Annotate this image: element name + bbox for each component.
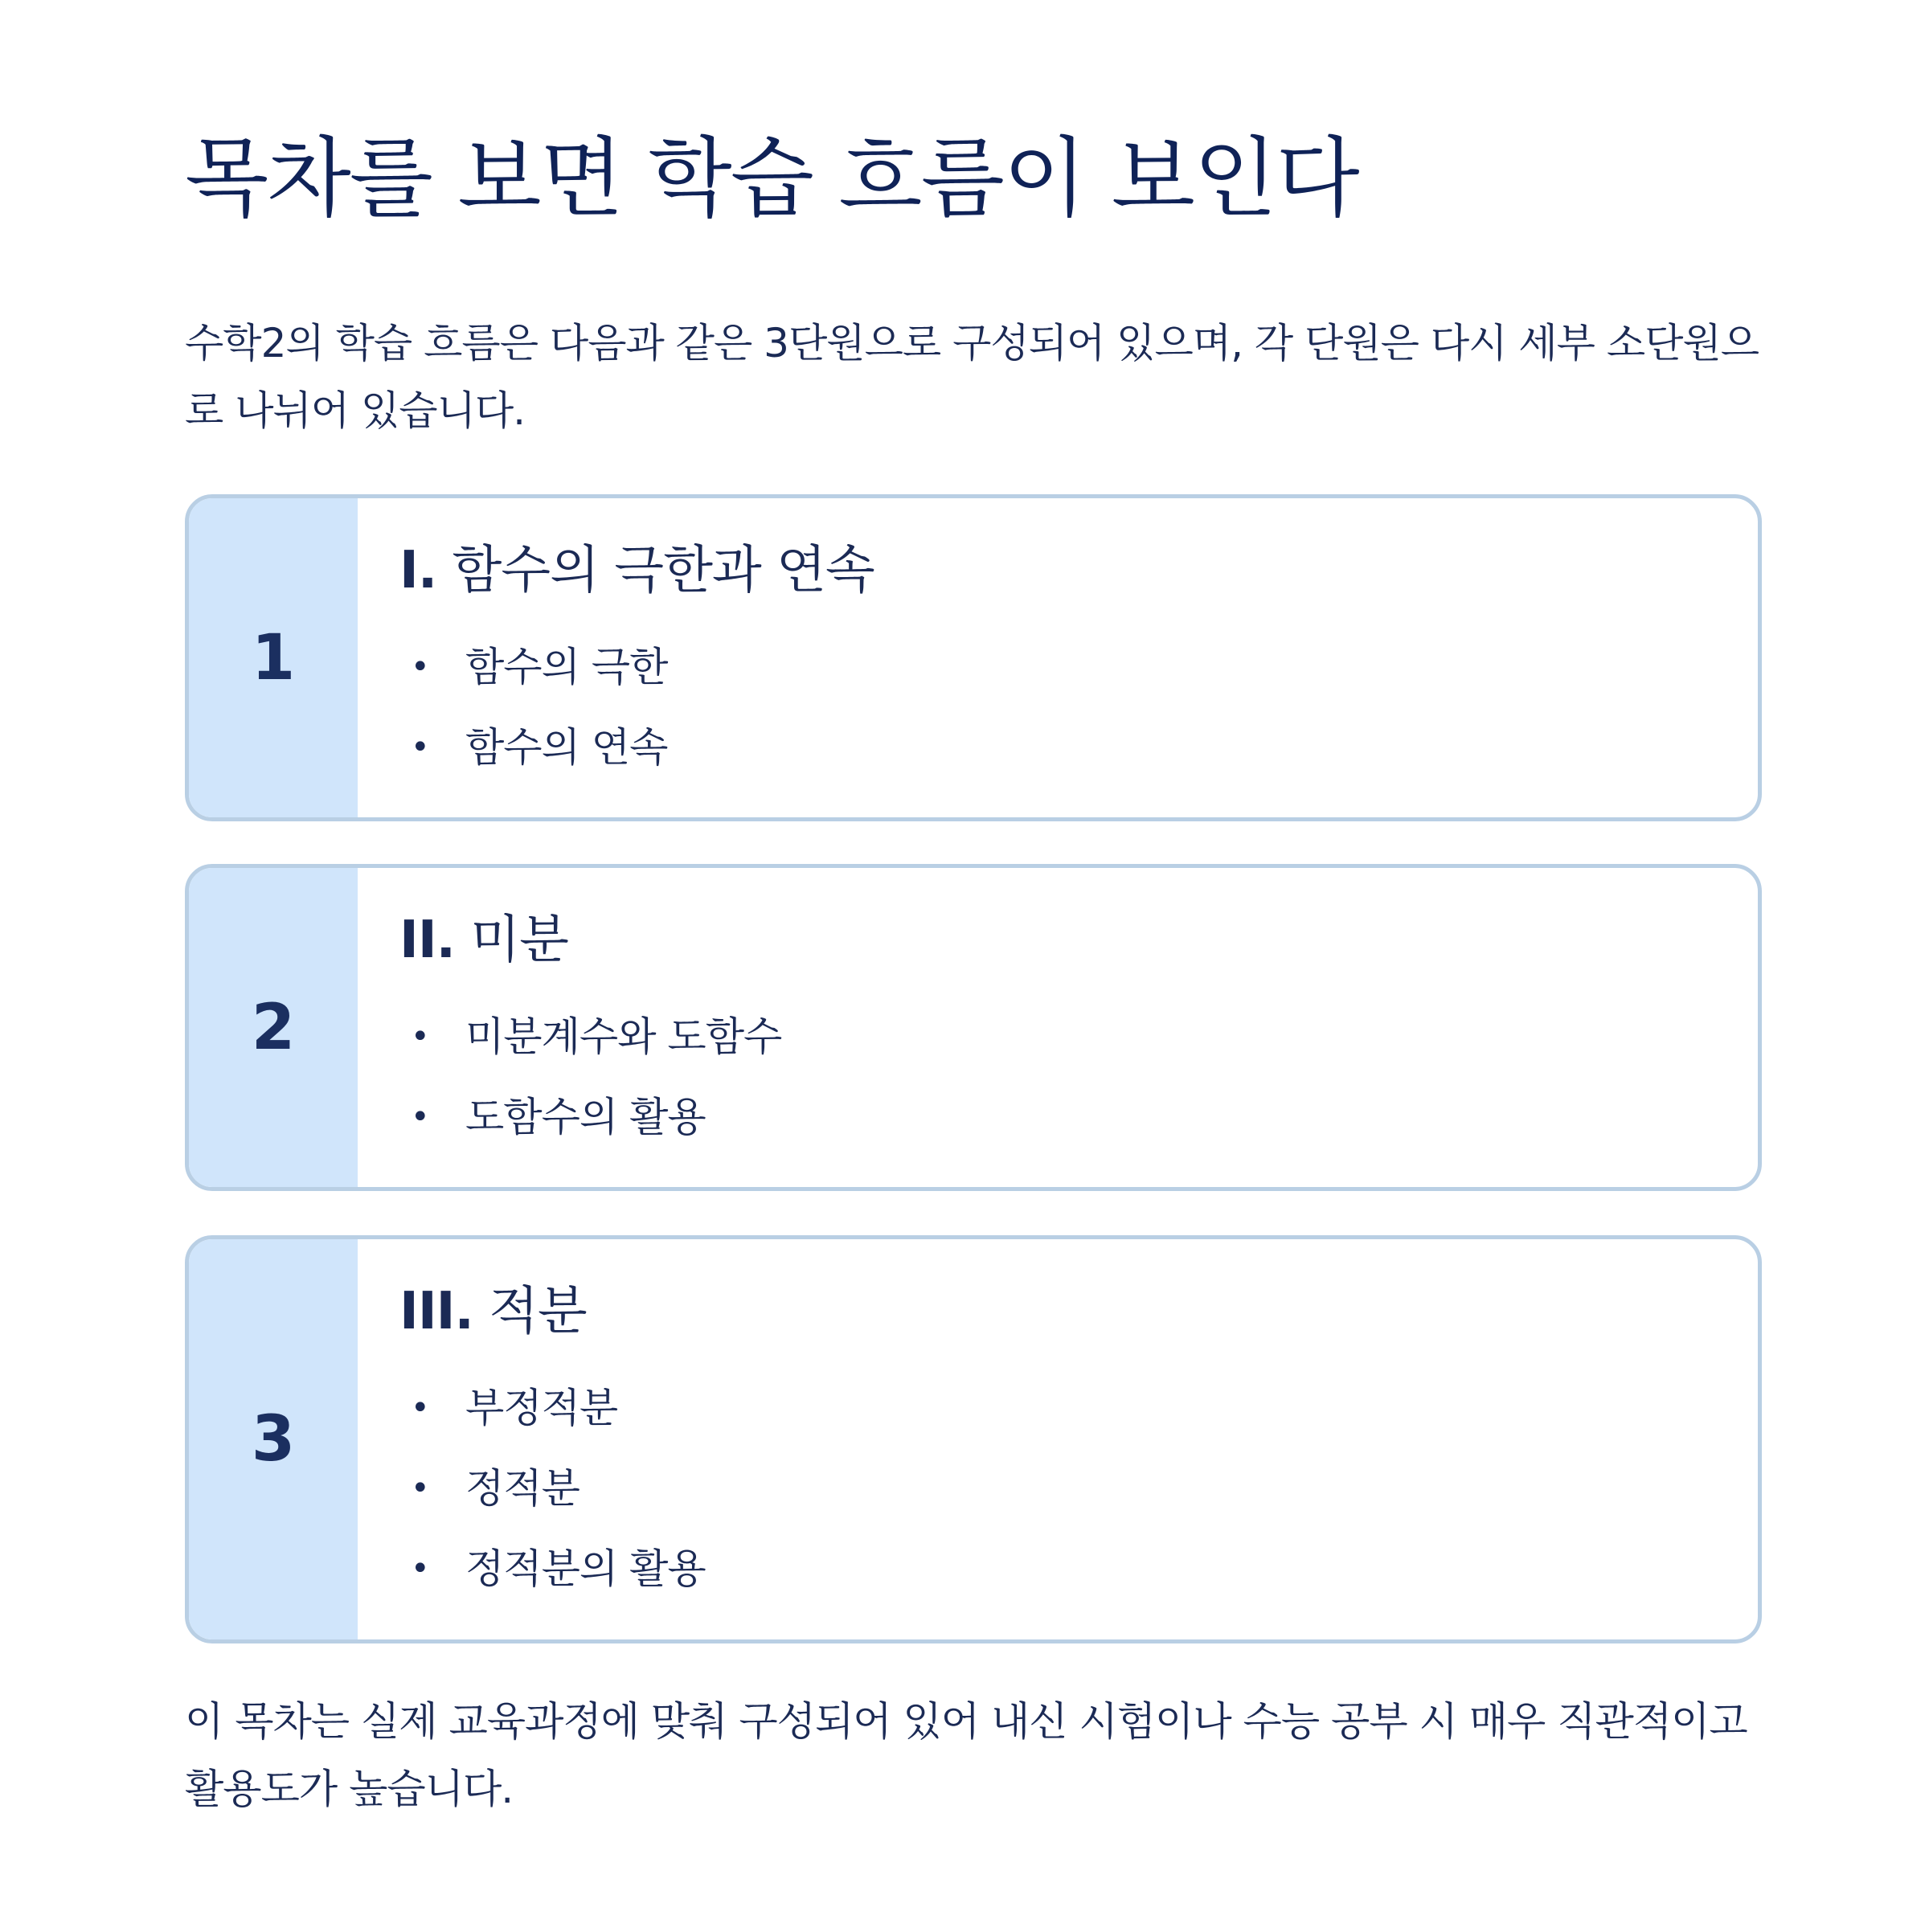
unit-title: [399, 541, 1758, 600]
subunit-label: 함수의 극한: [465, 644, 668, 690]
subunit-label: 미분계수와 도함수: [465, 1013, 782, 1060]
unit-number: 2: [189, 868, 358, 1187]
unit-card-2: [185, 864, 1762, 1191]
subunit-item: [399, 997, 1758, 1077]
unit-name: 함수의 극한과 연속: [452, 541, 874, 600]
subunit-list: [399, 1368, 1758, 1609]
unit-content: [358, 1239, 1758, 1639]
bullet-icon: •: [411, 1018, 429, 1055]
subunit-label: 정적분: [465, 1465, 580, 1512]
intro-paragraph: 수학2의 학습 흐름은 다음과 같은 3단원으로 구성되어 있으며, 각 단원은 다시 세부 소단원으로 나뉘어 있습니다.: [185, 320, 1759, 434]
bullet-icon: •: [411, 729, 429, 766]
subunit-label: 부정적분: [465, 1385, 618, 1431]
unit-content: [358, 868, 1758, 1187]
unit-roman-numeral: III.: [399, 1282, 473, 1341]
subunit-label: 도함수의 활용: [465, 1094, 706, 1140]
unit-name: 미분: [470, 911, 568, 970]
unit-title: [399, 1282, 1758, 1341]
subunit-item: [399, 707, 1758, 788]
page-title: 목차를 보면 학습 흐름이 보인다: [185, 129, 1358, 229]
unit-number: 1: [189, 498, 358, 817]
outro-paragraph: 이 목차는 실제 교육과정에 맞춰 구성되어 있어 내신 시험이나 수능 공부 시 매우 직관적이고 활용도가 높습니다.: [185, 1698, 1747, 1812]
unit-roman-numeral: II.: [399, 911, 455, 970]
subunit-label: 함수의 연속: [465, 724, 668, 771]
bullet-icon: •: [411, 1550, 429, 1587]
unit-content: [358, 498, 1758, 817]
subunit-item: [399, 1529, 1758, 1609]
bullet-icon: •: [411, 1390, 429, 1426]
unit-card-3: [185, 1235, 1762, 1643]
unit-number: 3: [189, 1239, 358, 1639]
subunit-item: [399, 1448, 1758, 1529]
unit-title: [399, 911, 1758, 970]
subunit-list: [399, 627, 1758, 788]
subunit-item: [399, 1368, 1758, 1448]
subunit-item: [399, 1077, 1758, 1157]
subunit-item: [399, 627, 1758, 707]
unit-roman-numeral: I.: [399, 541, 437, 600]
bullet-icon: •: [411, 649, 429, 686]
unit-name: 적분: [489, 1282, 587, 1341]
bullet-icon: •: [411, 1099, 429, 1136]
subunit-label: 정적분의 활용: [465, 1545, 706, 1592]
bullet-icon: •: [411, 1470, 429, 1507]
unit-card-1: [185, 494, 1762, 821]
subunit-list: [399, 997, 1758, 1157]
